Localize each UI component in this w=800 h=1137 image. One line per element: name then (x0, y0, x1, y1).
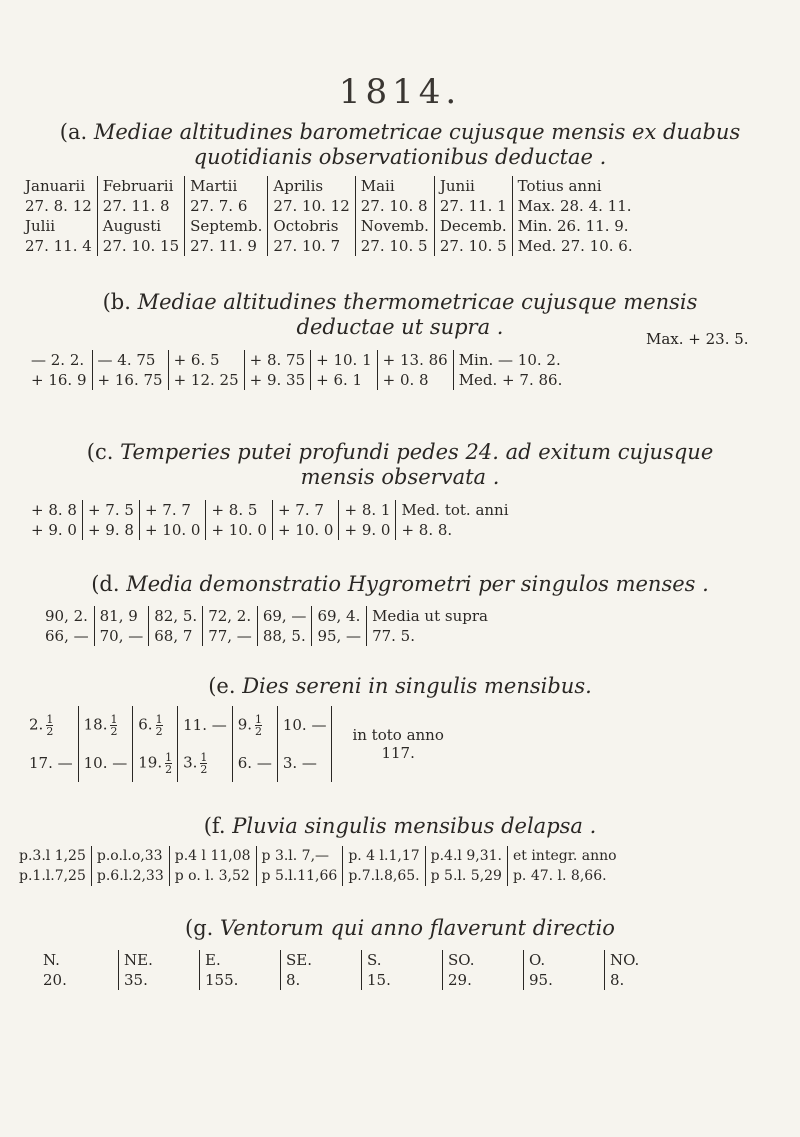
section-prefix: (f. (203, 814, 226, 838)
table-cell: + 8. 8 (31, 501, 77, 519)
table-cell: 88, 5. (257, 626, 312, 646)
table-cell: + 10. 0 (206, 520, 273, 540)
table-cell: 27. 8. 12 (25, 197, 92, 215)
hygrometer-table (40, 606, 493, 646)
section-prefix: (d. (91, 572, 120, 596)
table-cell: + 9. 0 (31, 521, 77, 539)
table-cell: 8. (605, 970, 676, 990)
title-line: quotidianis observationibus deductae . (193, 145, 607, 169)
table-row (26, 350, 567, 370)
table-cell: 8. (281, 970, 362, 990)
table-row (38, 970, 675, 990)
table-cell: 3. — (277, 744, 332, 782)
table-cell: 27. 10. 5 (355, 236, 434, 256)
table-cell: 66, — (45, 627, 89, 645)
table-cell: + 6. 5 (168, 350, 244, 370)
table-cell: N. (43, 951, 60, 969)
table-cell: 27. 10. 5 (434, 236, 512, 256)
table-cell: + 13. 86 (377, 350, 453, 370)
table-cell: Med. + 7. 86. (453, 370, 567, 390)
table-cell: 19. $\frac{1}{2}$ (133, 744, 178, 782)
table-cell: O. (524, 950, 605, 970)
table-cell: 27. 11. 8 (97, 196, 184, 216)
section-prefix: (g. (185, 916, 214, 940)
table-row (14, 846, 622, 866)
table-cell: — 2. 2. (31, 351, 85, 369)
table-cell: Octobris (268, 216, 355, 236)
rainfall-table (14, 846, 622, 886)
table-cell: NE. (119, 950, 200, 970)
title-line: Mediae altitudines thermometricae cujusque mensis (137, 290, 698, 314)
title-line: Temperies putei profundi pedes 24. ad exitum cujusque (120, 440, 714, 464)
table-cell: 10. — (78, 744, 133, 782)
table-row (26, 370, 567, 390)
table-row (40, 626, 493, 646)
section-prefix: (a. (59, 120, 88, 144)
table-cell: 2. $\frac{1}{2}$ (29, 712, 54, 738)
table-row (38, 950, 675, 970)
table-cell: Max. 28. 4. 11. (512, 196, 637, 216)
table-cell: 20. (43, 971, 67, 989)
half-fraction: $\frac{1}{2}$ (46, 712, 54, 738)
table-cell: 6. $\frac{1}{2}$ (133, 706, 178, 744)
table-cell: Aprilis (268, 176, 355, 196)
table-cell: + 9. 8 (82, 520, 139, 540)
table-cell: 27. 7. 6 (185, 196, 268, 216)
section-prefix: (c. (86, 440, 114, 464)
table-cell: 27. 10. 8 (355, 196, 434, 216)
table-row (20, 196, 638, 216)
table-cell: p.3.l 1,25 (19, 848, 86, 864)
table-cell: p 5.l. 5,29 (425, 866, 507, 886)
table-cell: 72, 2. (203, 606, 258, 626)
table-cell: Min. 26. 11. 9. (512, 216, 637, 236)
table-cell: p.6.l.2,33 (91, 866, 169, 886)
table-cell: E. (200, 950, 281, 970)
half-fraction: $\frac{1}{2}$ (155, 712, 163, 738)
table-cell: 70, — (94, 626, 149, 646)
section-e-title (0, 674, 800, 699)
table-cell: + 16. 9 (31, 371, 87, 389)
table-cell: p.1.l.7,25 (19, 868, 86, 884)
table-cell: 82, 5. (149, 606, 203, 626)
table-row (20, 216, 638, 236)
title-line: Media demonstratio Hygrometri per singulos menses . (126, 572, 709, 596)
table-row (26, 520, 514, 540)
thermometric-max: Max. + 23. 5. (646, 330, 749, 348)
half-fraction: $\frac{1}{2}$ (165, 750, 173, 776)
section-g-title (0, 916, 800, 941)
table-cell: + 10. 0 (139, 520, 206, 540)
table-cell: p. 47. l. 8,66. (507, 866, 621, 886)
table-cell: 155. (200, 970, 281, 990)
table-cell: SO. (443, 950, 524, 970)
table-cell: Martii (185, 176, 268, 196)
table-cell: + 12. 25 (168, 370, 244, 390)
table-row (24, 706, 449, 744)
table-cell: 10. — (277, 706, 332, 744)
table-cell: 95, — (312, 626, 367, 646)
table-cell: p 5.l.11,66 (256, 866, 343, 886)
page-year: 1814. (338, 72, 462, 112)
table-cell: p. 4 l.1,17 (343, 846, 425, 866)
well-temperature-table (26, 500, 514, 540)
table-cell: 68, 7 (149, 626, 203, 646)
table-cell: SE. (281, 950, 362, 970)
barometric-table (20, 176, 638, 256)
half-fraction: $\frac{1}{2}$ (110, 712, 118, 738)
table-cell: 17. — (29, 754, 73, 772)
title-line: Dies sereni in singulis mensibus. (242, 674, 592, 698)
table-cell: + 10. 1 (311, 350, 378, 370)
table-cell: 69, — (257, 606, 312, 626)
table-cell: 27. 10. 15 (97, 236, 184, 256)
table-cell: 29. (443, 970, 524, 990)
table-cell: Media ut supra (367, 606, 493, 626)
table-cell: Min. — 10. 2. (453, 350, 567, 370)
table-cell: 27. 10. 7 (268, 236, 355, 256)
table-cell: 35. (119, 970, 200, 990)
thermometric-table (26, 350, 567, 390)
section-a-title (0, 120, 800, 170)
table-cell: 27. 11. 1 (434, 196, 512, 216)
table-cell: Novemb. (355, 216, 434, 236)
section-f-title (0, 814, 800, 839)
table-cell: + 7. 7 (272, 500, 339, 520)
half-fraction: $\frac{1}{2}$ (255, 712, 263, 738)
table-cell: Med. tot. anni (396, 500, 514, 520)
table-cell: + 10. 0 (272, 520, 339, 540)
table-cell: 3. $\frac{1}{2}$ (178, 744, 233, 782)
table-cell: + 7. 7 (139, 500, 206, 520)
table-cell: + 0. 8 (377, 370, 453, 390)
table-cell: 9. $\frac{1}{2}$ (232, 706, 277, 744)
section-c-title (0, 440, 800, 490)
table-cell: 6. — (232, 744, 277, 782)
table-cell: 77. 5. (367, 626, 493, 646)
table-cell: — 4. 75 (92, 350, 168, 370)
table-cell: Julii (25, 217, 56, 235)
table-row (40, 606, 493, 626)
section-d-title (0, 572, 800, 597)
table-cell: 15. (362, 970, 443, 990)
table-cell: p 3.l. 7,— (256, 846, 343, 866)
table-cell: + 8. 1 (339, 500, 396, 520)
wind-direction-table (38, 950, 675, 990)
table-cell: 90, 2. (45, 607, 88, 625)
table-cell: + 8. 8. (396, 520, 514, 540)
table-row (26, 500, 514, 520)
table-cell: + 6. 1 (311, 370, 378, 390)
table-cell: + 7. 5 (82, 500, 139, 520)
total-clear-days: in toto anno 117. (332, 706, 449, 782)
table-row (20, 236, 638, 256)
half-fraction: $\frac{1}{2}$ (200, 750, 208, 776)
table-cell: Maii (355, 176, 434, 196)
table-cell: 77, — (203, 626, 258, 646)
table-cell: Augusti (97, 216, 184, 236)
table-cell: p.4.l 9,31. (425, 846, 507, 866)
table-cell: + 8. 75 (244, 350, 311, 370)
title-line: Ventorum qui anno flaverunt directio (220, 916, 615, 940)
table-cell: 18. $\frac{1}{2}$ (78, 706, 133, 744)
title-line: Pluvia singulis mensibus delapsa . (232, 814, 597, 838)
table-cell: p.4 l 11,08 (169, 846, 256, 866)
table-cell: et integr. anno (507, 846, 621, 866)
title-line: mensis observata . (300, 465, 500, 489)
section-prefix: (b. (102, 290, 131, 314)
table-row (20, 176, 638, 196)
table-cell: Septemb. (185, 216, 268, 236)
title-line: deductae ut supra . (296, 315, 504, 339)
table-cell: S. (362, 950, 443, 970)
table-cell: Januarii (25, 177, 85, 195)
table-cell: p o. l. 3,52 (169, 866, 256, 886)
table-cell: 27. 11. 4 (25, 237, 92, 255)
table-cell: 27. 10. 12 (268, 196, 355, 216)
table-cell: NO. (605, 950, 676, 970)
table-cell: Februarii (97, 176, 184, 196)
table-cell: 27. 11. 9 (185, 236, 268, 256)
table-cell: + 16. 75 (92, 370, 168, 390)
section-prefix: (e. (208, 674, 236, 698)
table-cell: 81, 9 (94, 606, 149, 626)
table-cell: 11. — (178, 706, 233, 744)
table-cell: 69, 4. (312, 606, 367, 626)
table-cell: 95. (524, 970, 605, 990)
table-cell: Junii (434, 176, 512, 196)
table-cell: p.7.l.8,65. (343, 866, 425, 886)
table-cell: + 9. 35 (244, 370, 311, 390)
table-cell: Totius anni (512, 176, 637, 196)
clear-days-table (24, 706, 449, 782)
table-cell: Med. 27. 10. 6. (512, 236, 637, 256)
title-line: Mediae altitudines barometricae cujusque mensis ex duabus (93, 120, 741, 144)
table-cell: Decemb. (434, 216, 512, 236)
table-cell: p.o.l.o,33 (91, 846, 169, 866)
table-cell: + 8. 5 (206, 500, 273, 520)
table-row (14, 866, 622, 886)
table-cell: + 9. 0 (339, 520, 396, 540)
